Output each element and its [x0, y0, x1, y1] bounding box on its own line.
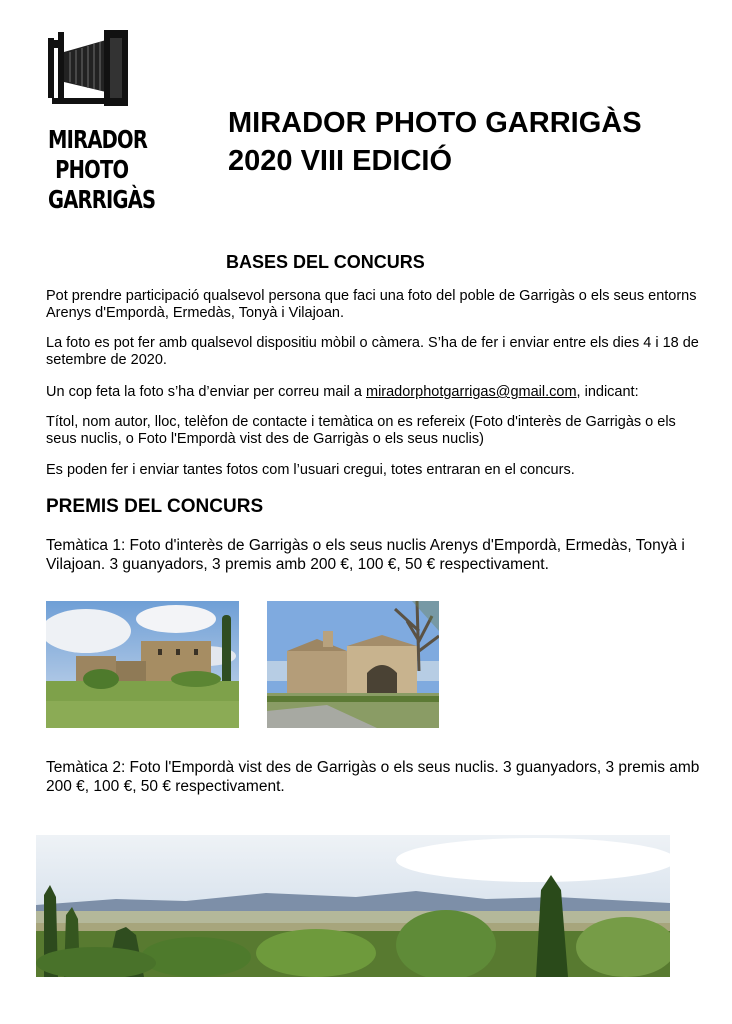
- bases-paragraph-1: Pot prendre participació qualsevol persona que faci una foto del poble de Garrigàs o els seus entorns Arenys d'Empordà, Ermedàs, Tonyà i Vilajoan.: [46, 288, 697, 321]
- bases-heading: BASES DEL CONCURS: [226, 252, 425, 272]
- tematica-1-text: Temàtica 1: Foto d'interès de Garrigàs o els seus nuclis Arenys d'Empordà, Ermedàs, Tonyà i Vilajoan. 3 guanyadors, 3 premis amb 200 €, 100 €, 50 € respectivament.: [46, 537, 685, 573]
- bases-paragraph-2: La foto es pot fer amb qualsevol dispositiu mòbil o càmera. S’ha de fer i enviar entre els dies 4 i 18 de setembre de 2020.: [46, 335, 699, 368]
- title-line-2: 2020 VIII EDICIÓ: [228, 145, 453, 177]
- logo-wordmark: [48, 125, 156, 215]
- bases-paragraph-4: Títol, nom autor, lloc, telèfon de contacte i temàtica on es refereix (Foto d'interès de Garrigàs o els seus nuclis, o Foto l'Empordà vist des de Garrigàs o els seus nuclis): [46, 414, 676, 447]
- bases-paragraph-5: Es poden fer i enviar tantes fotos com l’usuari cregui, totes entraran en el concurs.: [46, 462, 575, 478]
- email-link[interactable]: miradorphotgarrigas@gmail.com: [365, 384, 577, 400]
- bases-paragraph-3: [46, 384, 706, 401]
- tematica-2-text: Temàtica 2: Foto l'Empordà vist des de Garrigàs o els seus nuclis. 3 guanyadors, 3 premis amb 200 €, 100 €, 50 € respectivament.: [46, 759, 700, 795]
- chapel-photo: [267, 601, 439, 728]
- premis-heading: PREMIS DEL CONCURS: [46, 496, 264, 517]
- page-title: [228, 104, 642, 180]
- castle-photo: [46, 601, 239, 728]
- logo-line-3: GARRIGÀS: [48, 185, 156, 214]
- email-trailing-text: , indicant:: [576, 384, 639, 400]
- emporda-panorama-photo: [36, 835, 670, 977]
- email-intro-text: Un cop feta la foto s’ha d’enviar per correu mail a: [46, 384, 366, 400]
- logo-line-1: MIRADOR: [48, 125, 148, 154]
- logo-line-2: PHOTO: [55, 155, 129, 184]
- title-line-1: MIRADOR PHOTO GARRIGÀS: [228, 107, 642, 139]
